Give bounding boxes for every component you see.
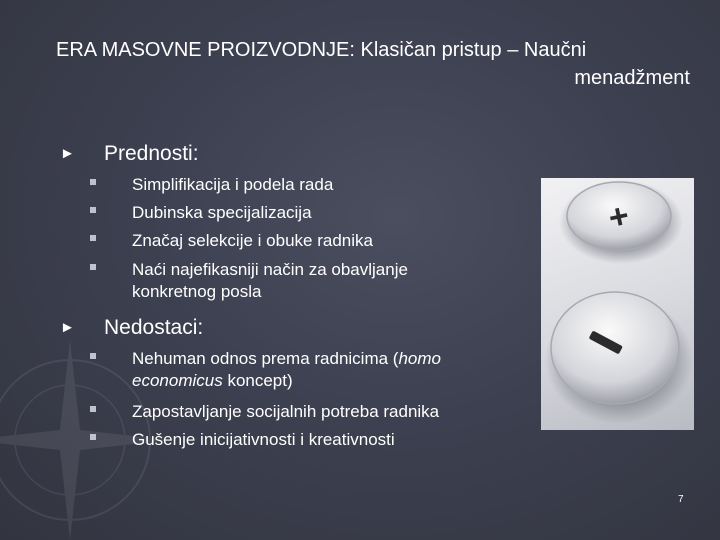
calculator-buttons-illustration xyxy=(541,178,694,430)
title-line-2: menadžment xyxy=(574,67,690,89)
page-number: 7 xyxy=(678,494,684,505)
section-label-nedostaci: Nedostaci: xyxy=(104,316,204,339)
square-bullet-icon xyxy=(90,179,96,185)
square-bullet-icon xyxy=(90,264,96,270)
slide-title xyxy=(40,36,690,92)
square-bullet-icon xyxy=(90,353,96,359)
triangle-bullet-icon: ► xyxy=(60,319,75,336)
list-item-text-suffix: koncept) xyxy=(222,371,293,390)
list-item-text: Simplifikacija i podela rada xyxy=(132,175,334,194)
square-bullet-icon xyxy=(90,434,96,440)
list-item-text-prefix: Nehuman odnos prema radnicima ( xyxy=(132,349,399,368)
list-item-text: Zapostavljanje socijalnih potreba radnika xyxy=(132,402,440,421)
plus-icon: + xyxy=(605,196,633,238)
section-label-prednosti: Prednosti: xyxy=(104,142,199,165)
list-item-text: Naći najefikasniji način za obavljanje konkretnog posla xyxy=(132,260,408,301)
calculator-buttons-photo xyxy=(541,178,694,430)
square-bullet-icon xyxy=(90,207,96,213)
title-line-1: ERA MASOVNE PROIZVODNJE: Klasičan pristup – Naučni xyxy=(56,39,587,61)
triangle-bullet-icon: ► xyxy=(60,145,75,162)
list-item-text-italic: homo economicus xyxy=(132,349,441,390)
square-bullet-icon xyxy=(90,406,96,412)
list-item-text: Dubinska specijalizacija xyxy=(132,203,312,222)
list-item-text: Značaj selekcije i obuke radnika xyxy=(132,231,373,250)
square-bullet-icon xyxy=(90,235,96,241)
list-item-text xyxy=(132,348,512,392)
list-item-text: Gušenje inicijativnosti i kreativnosti xyxy=(132,430,395,449)
